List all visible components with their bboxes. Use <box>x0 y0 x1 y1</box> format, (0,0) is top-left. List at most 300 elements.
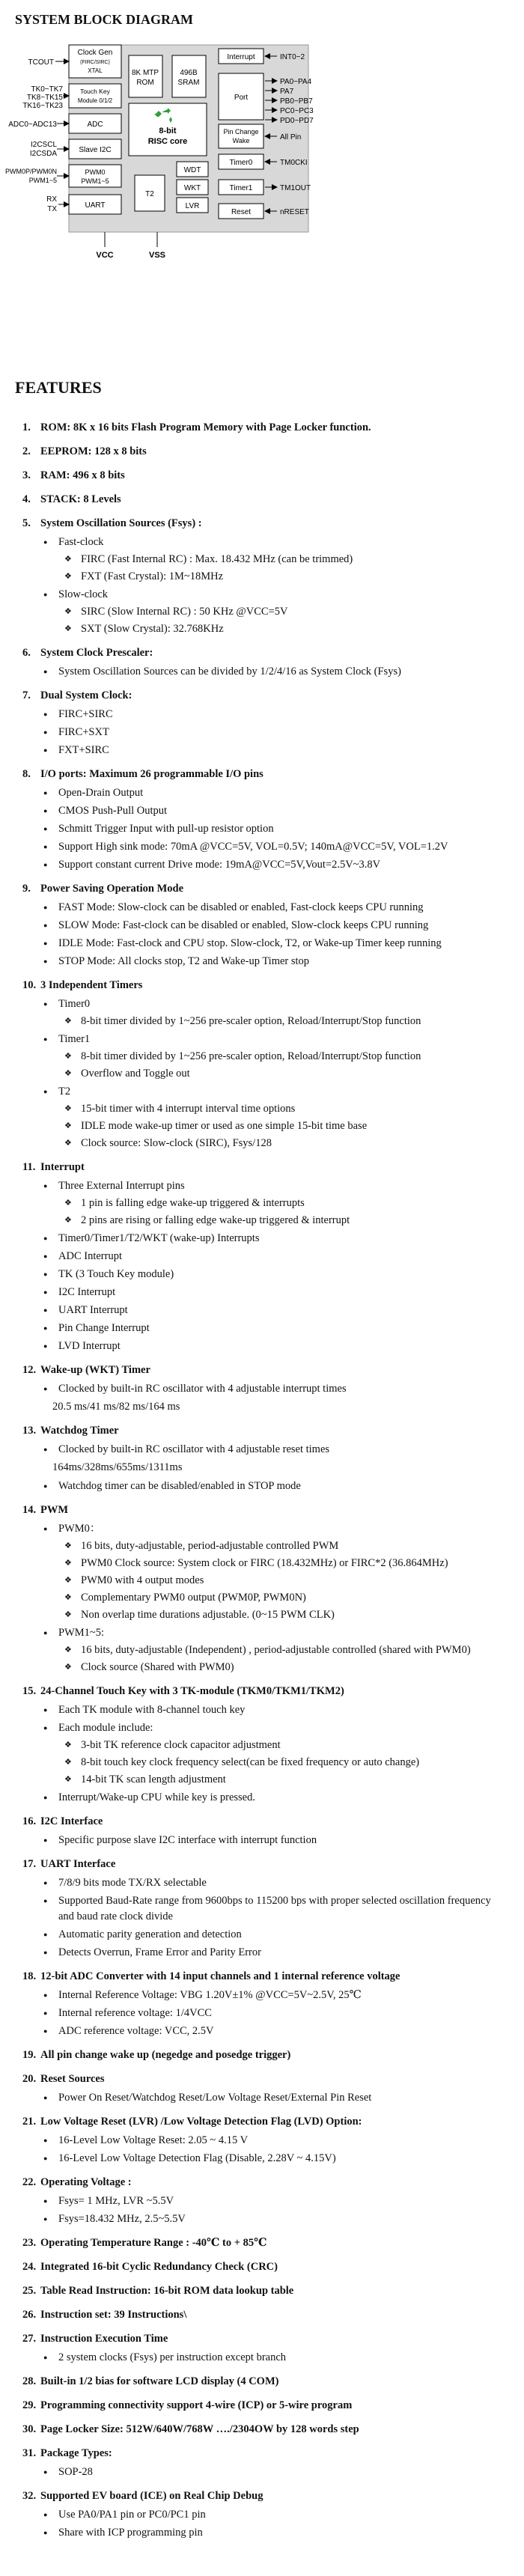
svg-text:496B: 496B <box>180 69 198 77</box>
sub-item: ❖ 3-bit TK reference clock capacitor adjustment <box>64 1738 509 1753</box>
feature-title-text: STACK: 8 Levels <box>40 493 121 505</box>
left-pins <box>5 58 69 213</box>
svg-text:RX: RX <box>46 195 57 204</box>
pwm-block <box>69 165 121 187</box>
bullet-list <box>22 707 509 758</box>
page-title: SYSTEM BLOCK DIAGRAM <box>15 12 194 27</box>
svg-text:PWM0: PWM0 <box>85 168 106 176</box>
sub-list <box>58 1014 509 1029</box>
svg-text:ROM: ROM <box>136 79 154 87</box>
feature-item <box>22 2113 509 2167</box>
feature-title-text: System Oscillation Sources (Fsys) : <box>40 517 202 529</box>
sub-item: ❖ 14-bit TK scan length adjustment <box>64 1772 509 1788</box>
bullet-text: Use PA0/PA1 pin or PC0/PC1 pin <box>58 2509 206 2521</box>
feature-item <box>22 419 509 436</box>
bullet-list <box>22 2193 509 2227</box>
svg-text:T2: T2 <box>145 190 154 198</box>
sub-item: ❖ 16 bits, duty-adjustable (Independent) , period-adjustable controlled (shared with PWM0) <box>64 1642 509 1658</box>
feature-title-text: Reset Sources <box>40 2073 105 2085</box>
feature-title-text: Operating Voltage : <box>40 2176 132 2188</box>
sub-item: ❖ IDLE mode wake-up timer or used as one simple 15-bit time base <box>64 1118 509 1134</box>
feature-item <box>22 1683 509 1806</box>
sram-block <box>172 55 206 97</box>
svg-text:Module 0/1/2: Module 0/1/2 <box>77 97 113 104</box>
svg-text:LVR: LVR <box>185 202 200 210</box>
bullet-item <box>43 785 509 801</box>
feature-title <box>22 2330 509 2347</box>
svg-text:SRAM: SRAM <box>177 79 200 87</box>
vss-label: VSS <box>148 251 166 260</box>
feature-title <box>22 1502 509 1518</box>
svg-text:WDT: WDT <box>183 166 201 174</box>
svg-text:8K MTP: 8K MTP <box>131 69 159 77</box>
sub-list <box>58 1049 509 1082</box>
feature-item <box>22 2306 509 2323</box>
svg-text:TK0~TK7: TK0~TK7 <box>31 85 63 94</box>
port-block <box>219 73 263 120</box>
svg-text:ADC: ADC <box>87 121 103 129</box>
feature-title <box>22 2071 509 2087</box>
feature-item <box>22 1813 509 1848</box>
bullet-text: Three External Interrupt pins <box>58 1180 185 1192</box>
feature-number: 13. <box>22 1425 37 1437</box>
bullet-item <box>43 2006 509 2021</box>
feature-title-text: Supported EV board (ICE) on Real Chip Debug <box>40 2490 263 2502</box>
feature-title <box>22 1159 509 1175</box>
svg-text:Timer1: Timer1 <box>229 184 253 192</box>
feature-number: 31. <box>22 2447 37 2459</box>
feature-number: 18. <box>22 1970 37 1982</box>
bullet-text: Timer0/Timer1/T2/WKT (wake-up) Interrupts <box>58 1232 260 1244</box>
sub-item: ❖ 8-bit timer divided by 1~256 pre-scaler option, Reload/Interrupt/Stop function <box>64 1049 509 1065</box>
feature-title <box>22 419 509 436</box>
feature-item <box>22 2235 509 2251</box>
feature-number: 1. <box>22 421 31 433</box>
bullet-text: Specific purpose slave I2C interface with interrupt function <box>58 1834 317 1846</box>
plain-list <box>22 1399 509 1415</box>
feature-number: 26. <box>22 2309 37 2321</box>
bullet-text: UART Interrupt <box>58 1304 128 1316</box>
feature-title <box>22 2397 509 2414</box>
bullet-item <box>43 1178 509 1228</box>
lvr-block <box>177 198 208 213</box>
reset-block <box>219 204 263 219</box>
bullet-list <box>22 2507 509 2541</box>
svg-text:Reset: Reset <box>231 208 252 216</box>
feature-title <box>22 1813 509 1830</box>
bullet-item <box>43 918 509 934</box>
feature-title-text: 3 Independent Timers <box>40 979 143 991</box>
svg-text:TCOUT: TCOUT <box>28 58 54 67</box>
bullet-text: 16-Level Low Voltage Reset: 2.05 ~ 4.15 V <box>58 2134 249 2146</box>
feature-title <box>22 515 509 532</box>
bullet-text: SOP-28 <box>58 2466 93 2478</box>
bullet-text: Share with ICP programming pin <box>58 2527 203 2539</box>
bullet-item <box>43 1303 509 1318</box>
feature-title-text: Table Read Instruction: 16-bit ROM data lookup table <box>40 2285 294 2297</box>
svg-text:PC0~PC3: PC0~PC3 <box>280 107 314 115</box>
sub-item: ❖ 2 pins are rising or falling edge wake-up triggered & interrupt <box>64 1213 509 1228</box>
svg-text:TM1OUT: TM1OUT <box>280 184 311 192</box>
feature-item <box>22 443 509 460</box>
bullet-item <box>43 2211 509 2227</box>
bullet-item <box>43 2133 509 2149</box>
feature-item <box>22 2047 509 2063</box>
feature-title-text: System Clock Prescaler: <box>40 647 153 659</box>
feature-title-text: Operating Temperature Range : -40℃ to + 85℃ <box>40 2237 267 2249</box>
bullet-item <box>43 1833 509 1848</box>
feature-number: 14. <box>22 1504 37 1516</box>
feature-item <box>22 880 509 969</box>
bullet-item <box>43 1893 509 1925</box>
svg-text:PWM1~5: PWM1~5 <box>81 177 109 185</box>
bullet-list <box>22 996 509 1151</box>
svg-text:Pin Change: Pin Change <box>223 128 259 136</box>
feature-number: 27. <box>22 2333 37 2345</box>
sub-item: ❖ Overflow and Toggle out <box>64 1066 509 1082</box>
sub-item: ❖ 15-bit timer with 4 interrupt interval time options <box>64 1101 509 1117</box>
feature-title <box>22 491 509 508</box>
bullet-text: Clocked by built-in RC oscillator with 4 adjustable interrupt times <box>58 1383 347 1395</box>
bullet-text: FAST Mode: Slow-clock can be disabled or enabled, Fast-clock keeps CPU running <box>58 901 424 913</box>
feature-title-text: 24-Channel Touch Key with 3 TK-module (TKM0/TKM1/TKM2) <box>40 1685 344 1697</box>
bullet-text: STOP Mode: All clocks stop, T2 and Wake-up Timer stop <box>58 955 310 967</box>
svg-text:PB0~PB7: PB0~PB7 <box>280 97 313 106</box>
bullet-list <box>22 2090 509 2106</box>
bullet-item <box>43 1442 509 1458</box>
feature-title <box>22 2306 509 2323</box>
svg-text:RISC core: RISC core <box>147 137 188 146</box>
timer1-block <box>219 180 263 195</box>
bullet-item <box>43 2193 509 2209</box>
svg-text:8-bit: 8-bit <box>159 127 177 136</box>
feature-number: 21. <box>22 2116 37 2128</box>
feature-title <box>22 1422 509 1439</box>
bullet-item <box>43 664 509 680</box>
svg-text:Wake: Wake <box>232 137 250 144</box>
bullet-text: 7/8/9 bits mode TX/RX selectable <box>58 1877 207 1889</box>
bullet-item <box>43 1084 509 1151</box>
feature-number: 6. <box>22 647 31 659</box>
bullet-list <box>22 2464 509 2480</box>
bullet-list <box>22 2350 509 2366</box>
feature-number: 25. <box>22 2285 37 2297</box>
bullet-text: Each TK module with 8-channel touch key <box>58 1704 246 1716</box>
svg-text:Touch Key: Touch Key <box>80 88 110 95</box>
bullet-text: SLOW Mode: Fast-clock can be disabled or enabled, Slow-clock keeps CPU running <box>58 919 429 931</box>
svg-text:PA0~PA4: PA0~PA4 <box>280 78 312 86</box>
bullet-text: Schmitt Trigger Input with pull-up resistor option <box>58 823 274 835</box>
bullet-item <box>43 954 509 969</box>
feature-title <box>22 1362 509 1378</box>
bullet-text: System Oscillation Sources can be divided by 1/2/4/16 as System Clock (Fsys) <box>58 666 401 678</box>
bullet-text: LVD Interrupt <box>58 1340 121 1352</box>
sub-item: ❖ 1 pin is falling edge wake-up triggered & interrupts <box>64 1196 509 1211</box>
sub-list <box>58 604 509 637</box>
bullet-list <box>22 2133 509 2167</box>
sub-item: ❖ PWM0 with 4 output modes <box>64 1573 509 1589</box>
bullet-item <box>43 1927 509 1943</box>
feature-title-text: UART Interface <box>40 1858 116 1870</box>
bullet-text: 2 system clocks (Fsys) per instruction except branch <box>58 2351 287 2363</box>
plain-list <box>22 1460 509 1476</box>
bullet-text: Supported Baud-Rate range from 9600bps to 115200 bps with proper selected oscillation frequency and baud rate clock divide <box>58 1895 491 1922</box>
feature-title <box>22 2421 509 2438</box>
feature-title-text: PWM <box>40 1504 69 1516</box>
feature-title <box>22 2283 509 2299</box>
bullet-text: Slow-clock <box>58 588 109 600</box>
bullet-text: I2C Interrupt <box>58 1286 116 1298</box>
feature-item <box>22 467 509 484</box>
sub-list <box>58 1642 509 1675</box>
feature-number: 19. <box>22 2049 37 2061</box>
bullet-item <box>43 725 509 740</box>
bullet-item <box>43 1945 509 1961</box>
bullet-list <box>22 1442 509 1458</box>
feature-title-text: 12-bit ADC Converter with 14 input channels and 1 internal reference voltage <box>40 1970 400 1982</box>
bullet-item <box>43 900 509 916</box>
sub-item: ❖ Complementary PWM0 output (PWM0P, PWM0N) <box>64 1590 509 1606</box>
svg-text:(FIRC/SIRC): (FIRC/SIRC) <box>80 60 110 65</box>
feature-number: 9. <box>22 883 31 895</box>
feature-item <box>22 1362 509 1415</box>
svg-text:PD0~PD7: PD0~PD7 <box>280 117 314 125</box>
risc-core-block <box>129 103 207 156</box>
feature-title <box>22 1856 509 1872</box>
bullet-list <box>22 535 509 637</box>
svg-text:I2CSDA: I2CSDA <box>29 150 57 158</box>
feature-item <box>22 2259 509 2275</box>
feature-title-text: RAM: 496 x 8 bits <box>40 469 125 481</box>
feature-title-text: Instruction Execution Time <box>40 2333 168 2345</box>
bullet-text: Timer0 <box>58 998 91 1010</box>
touch-key-block <box>69 84 121 108</box>
svg-text:PA7: PA7 <box>280 88 294 96</box>
feature-number: 10. <box>22 979 37 991</box>
sub-list <box>58 1101 509 1151</box>
sub-list <box>58 552 509 585</box>
bullet-item <box>43 803 509 819</box>
bullet-list <box>22 1702 509 1806</box>
bullet-text: Fsys=18.432 MHz, 2.5~5.5V <box>58 2213 186 2225</box>
sub-item: ❖ FIRC (Fast Internal RC) : Max. 18.432 MHz (can be trimmed) <box>64 552 509 567</box>
bullet-item <box>43 936 509 951</box>
feature-title <box>22 2445 509 2461</box>
feature-item <box>22 1422 509 1494</box>
bullet-list <box>22 1988 509 2039</box>
bullet-item <box>43 1988 509 2003</box>
bullet-item <box>43 2151 509 2167</box>
bullet-text: Fsys= 1 MHz, LVR ~5.5V <box>58 2195 174 2207</box>
feature-title <box>22 687 509 704</box>
bullet-item <box>43 2350 509 2366</box>
feature-title <box>22 766 509 782</box>
bullet-text: Each module include: <box>58 1722 153 1734</box>
rom-block <box>129 55 162 97</box>
feature-title-text: EEPROM: 128 x 8 bits <box>40 445 147 457</box>
bullet-list <box>22 1521 509 1675</box>
feature-title-text: Page Locker Size: 512W/640W/768W …./2304OW by 128 words step <box>40 2423 359 2435</box>
feature-item <box>22 687 509 758</box>
feature-number: 28. <box>22 2375 37 2387</box>
pin-change-block <box>219 124 263 148</box>
feature-title-text: Integrated 16-bit Cyclic Redundancy Check (CRC) <box>40 2261 278 2273</box>
bullet-text: Timer1 <box>58 1033 91 1045</box>
bullet-item <box>43 839 509 855</box>
wkt-block <box>177 180 208 195</box>
feature-number: 2. <box>22 445 31 457</box>
features-heading: FEATURES <box>15 378 102 397</box>
bullet-item <box>43 1625 509 1675</box>
feature-item <box>22 2373 509 2390</box>
bullet-item <box>43 857 509 873</box>
feature-title <box>22 2113 509 2130</box>
bullet-item <box>43 1032 509 1082</box>
bullet-item <box>43 1321 509 1336</box>
bullet-list <box>22 1875 509 1961</box>
feature-number: 7. <box>22 689 31 701</box>
feature-item <box>22 1502 509 1675</box>
bullet-text: PWM0： <box>58 1523 101 1535</box>
feature-item <box>22 2174 509 2227</box>
bullet-text: Fast-clock <box>58 536 104 548</box>
svg-text:nRESET: nRESET <box>280 208 309 216</box>
bullet-text: Automatic parity generation and detection <box>58 1928 242 1940</box>
bullet-text: FIRC+SXT <box>58 726 109 738</box>
feature-title-text: Power Saving Operation Mode <box>40 883 184 895</box>
bullet-list <box>22 785 509 873</box>
svg-text:Interrupt: Interrupt <box>227 53 255 61</box>
bullet-text: PWM1~5: <box>58 1627 105 1639</box>
bullet-item <box>43 1231 509 1246</box>
feature-number: 5. <box>22 517 31 529</box>
bullet-item <box>43 2024 509 2039</box>
feature-title <box>22 1683 509 1699</box>
feature-title-text: I2C Interface <box>40 1815 103 1827</box>
feature-title <box>22 2235 509 2251</box>
svg-text:TK8~TK15: TK8~TK15 <box>26 94 63 102</box>
bullet-list <box>22 1833 509 1848</box>
svg-text:TX: TX <box>47 205 57 213</box>
sub-item: ❖ Clock source: Slow-clock (SIRC), Fsys/128 <box>64 1136 509 1151</box>
bullet-text: FIRC+SIRC <box>58 708 113 720</box>
system-block-diagram <box>4 45 494 367</box>
bullet-item <box>43 2525 509 2541</box>
bullet-item <box>43 707 509 722</box>
bullet-text: T2 <box>58 1085 71 1097</box>
uart-block <box>69 195 121 214</box>
bullet-item <box>43 2507 509 2523</box>
feature-title-text: All pin change wake up (negedge and posedge trigger) <box>40 2049 291 2061</box>
feature-title <box>22 443 509 460</box>
bullet-item <box>43 1702 509 1718</box>
t2-block <box>135 175 165 211</box>
feature-item <box>22 515 509 637</box>
bullet-text: Internal Reference Voltage: VBG 1.20V±1% @VCC=5V~2.5V, 25℃ <box>58 1989 362 2001</box>
feature-title-text: ROM: 8K x 16 bits Flash Program Memory with Page Locker function. <box>40 421 371 433</box>
feature-number: 4. <box>22 493 31 505</box>
bullet-item <box>43 587 509 637</box>
sub-item: ❖ Non overlap time durations adjustable. (0~15 PWM CLK) <box>64 1607 509 1623</box>
bullet-item <box>43 1521 509 1623</box>
feature-title-text: Low Voltage Reset (LVR) /Low Voltage Detection Flag (LVD) Option: <box>40 2116 362 2128</box>
feature-item <box>22 766 509 873</box>
feature-title-text: Watchdog Timer <box>40 1425 119 1437</box>
features-list <box>22 419 509 2548</box>
feature-number: 24. <box>22 2261 37 2273</box>
feature-number: 20. <box>22 2073 37 2085</box>
bullet-list <box>22 664 509 680</box>
feature-title <box>22 1968 509 1985</box>
bullet-text: Open-Drain Output <box>58 787 144 799</box>
feature-title <box>22 2373 509 2390</box>
svg-text:TK16~TK23: TK16~TK23 <box>22 102 63 110</box>
svg-text:Port: Port <box>234 94 249 102</box>
feature-number: 22. <box>22 2176 37 2188</box>
sub-item: ❖ 16 bits, duty-adjustable, period-adjustable controlled PWM <box>64 1538 509 1554</box>
bullet-text: CMOS Push-Pull Output <box>58 805 168 817</box>
sub-list <box>58 1196 509 1228</box>
svg-text:XTAL: XTAL <box>88 67 103 74</box>
bullet-text: Support High sink mode: 70mA @VCC=5V, VOL=0.5V; 140mA@VCC=5V, VOL=1.2V <box>58 841 448 853</box>
feature-number: 17. <box>22 1858 37 1870</box>
svg-text:INT0~2: INT0~2 <box>280 53 305 61</box>
svg-text:WKT: WKT <box>183 184 201 192</box>
svg-text:UART: UART <box>85 201 106 210</box>
vcc-label: VCC <box>96 251 114 260</box>
sub-item: ❖ 8-bit touch key clock frequency select(can be fixed frequency or auto change) <box>64 1755 509 1770</box>
feature-item <box>22 1159 509 1354</box>
sub-item: ❖ SIRC (Slow Internal RC) : 50 KHz @VCC=5V <box>64 604 509 620</box>
feature-title-text: Programming connectivity support 4-wire (ICP) or 5-wire program <box>40 2399 353 2411</box>
feature-number: 16. <box>22 1815 37 1827</box>
timer0-block <box>219 154 263 169</box>
sub-item: ❖ Clock source (Shared with PWM0) <box>64 1660 509 1675</box>
feature-item <box>22 1968 509 2039</box>
bullet-text: Interrupt/Wake-up CPU while key is pressed. <box>58 1791 255 1803</box>
bullet-text: FXT+SIRC <box>58 744 109 756</box>
feature-title <box>22 467 509 484</box>
feature-number: 12. <box>22 1364 37 1376</box>
interrupt-block <box>219 49 263 64</box>
svg-text:I2CSCL: I2CSCL <box>30 141 57 149</box>
bullet-item <box>43 2090 509 2106</box>
slave-i2c-block <box>69 139 121 159</box>
wdt-block <box>177 162 208 177</box>
feature-number: 15. <box>22 1685 37 1697</box>
bullet-item <box>43 1285 509 1300</box>
svg-text:PWM1~5: PWM1~5 <box>28 177 57 184</box>
feature-item <box>22 491 509 508</box>
plain-line: 164ms/328ms/655ms/1311ms <box>52 1461 183 1473</box>
bullet-item <box>43 1339 509 1354</box>
bullet-list <box>22 1178 509 1354</box>
bullet-item <box>43 2464 509 2480</box>
svg-text:TM0CKI: TM0CKI <box>280 159 308 167</box>
feature-title <box>22 2047 509 2063</box>
feature-item <box>22 2283 509 2299</box>
bullet-item <box>43 1381 509 1397</box>
bullet-item <box>43 743 509 758</box>
feature-item <box>22 2397 509 2414</box>
bullet-text: Detects Overrun, Frame Error and Parity Error <box>58 1946 261 1958</box>
feature-title-text: Built-in 1/2 bias for software LCD display (4 COM) <box>40 2375 279 2387</box>
bullet-text: Support constant current Drive mode: 19mA@VCC=5V,Vout=2.5V~3.8V <box>58 859 381 871</box>
feature-title-text: Dual System Clock: <box>40 689 132 701</box>
bullet-item <box>43 535 509 585</box>
feature-title-text: Package Types: <box>40 2447 112 2459</box>
feature-number: 23. <box>22 2237 37 2249</box>
